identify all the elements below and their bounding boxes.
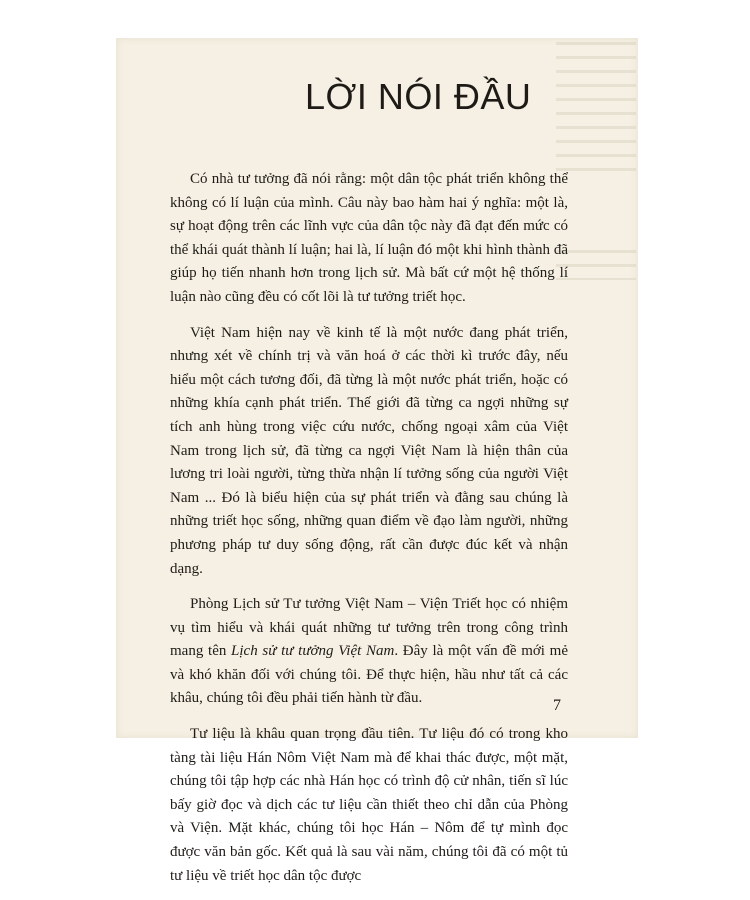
body-text — [170, 168, 568, 900]
book-page — [116, 38, 638, 884]
paragraph-3-text-end: . Đây là một vấn đề mới mẻ và khó khăn đối với chúng tôi. Để thực hiện, hầu như tất cả các khâu, chúng tôi đều phải tiến hành từ đầu. — [170, 643, 568, 707]
book-title-italic: Lịch sử tư tưởng Việt Nam — [231, 643, 395, 660]
page-number: 7 — [553, 697, 561, 714]
paragraph-4: Tư liệu là khâu quan trọng đầu tiên. Tư liệu đó có trong kho tàng tài liệu Hán Nôm Việt Nam mà để khai thác được, một mặt, chúng tôi tập hợp các nhà Hán học có trình độ cử nhân, tiến sĩ lúc bấy giờ đọc và dịch các tư liệu cần thiết theo chỉ dẫn của Phòng và Viện. Mặt khác, chúng tôi học Hán – Nôm để tự mình đọc được văn bản gốc. Kết quả là sau vài năm, chúng tôi đã có một tủ tư liệu về triết học dân tộc được — [170, 726, 568, 884]
paragraph-3 — [170, 593, 568, 711]
bleed-through-text — [556, 250, 636, 280]
chapter-title: LỜI NÓI ĐẦU — [305, 76, 532, 117]
paragraph-2: Việt Nam hiện nay về kinh tế là một nước đang phát triển, nhưng xét về chính trị và văn hoá ở các thời kì trước đây, nếu hiểu một cách tương đối, đã từng là một nước phát triển, hoặc có những khía cạnh phát triển. Thế giới đã từng ca ngợi những sự tích anh hùng trong việc cứu nước, chống ngoại xâm của Việt Nam trong lịch sử, đã từng ca ngợi Việt Nam là hiện thân của lương tri loài người, từng thừa nhận lí tưởng sống của người Việt Nam ... Đó là biểu hiện của sự phát triển và đằng sau chúng là những triết học sống, những quan điểm về đạo làm người, những phương pháp tư duy sống động, rất cần được đúc kết và nhận dạng. — [170, 324, 568, 577]
paragraph-1: Có nhà tư tưởng đã nói rằng: một dân tộc phát triển không thể không có lí luận của mình. Câu này bao hàm hai ý nghĩa: một là, sự hoạt động trên các lĩnh vực của dân tộc này đã đạt đến mức có thể khái quát thành lí luận; hai là, lí luận đó một khi hình thành đã giúp họ tiến nhanh hơn trong lịch sử. Mà bất cứ một hệ thống lí luận nào cũng đều có cốt lõi là tư tưởng triết học. — [170, 171, 568, 305]
paragraph-3-text-start: Phòng Lịch sử Tư tưởng Việt Nam – Viện Triết học có nhiệm vụ tìm hiểu và khái quát những tư tưởng trên trong công trình mang tên — [170, 596, 568, 660]
bleed-through-text — [556, 42, 636, 182]
